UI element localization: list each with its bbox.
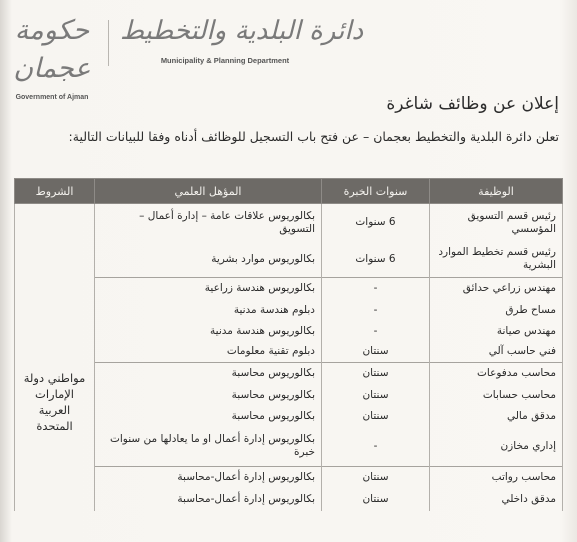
announcement-title: إعلان عن وظائف شاغرة [386,94,559,114]
dept-logo-english: Municipality & Planning Department [160,56,290,65]
qualification-cell: بكالوريوس هندسة زراعية [95,278,322,300]
job-cell: محاسب حسابات [430,385,563,406]
qualification-cell: دبلوم هندسة مدنية [95,300,322,321]
qualification-cell: بكالوريوس إدارة أعمال-محاسبة [95,489,322,511]
experience-cell: سنتان [322,342,430,363]
experience-cell: سنتان [322,489,430,511]
qualification-cell: بكالوريوس هندسة مدنية [95,321,322,342]
vacancies-table [14,178,563,511]
table-row [15,489,563,511]
job-cell: مهندس زراعي حدائق [430,278,563,300]
experience-cell: - [322,278,430,300]
experience-cell: سنتان [322,406,430,427]
job-cell: رئيس قسم التسويق المؤسسي [430,204,563,242]
table-row [15,385,563,406]
qualification-cell: بكالوريوس محاسبة [95,385,322,406]
dept-logo-arabic: دائرة البلدية والتخطيط [120,16,364,46]
job-cell: مدقق داخلي [430,489,563,511]
qualification-cell: بكالوريوس محاسبة [95,363,322,385]
job-cell: فني حاسب آلي [430,342,563,363]
table-row [15,204,563,242]
experience-cell: - [322,321,430,342]
job-cell: مدقق مالي [430,406,563,427]
gov-logo-arabic: حكومة عجمان [13,15,91,84]
experience-cell: 6 سنوات [322,242,430,278]
announcement-intro: تعلن دائرة البلدية والتخطيط بعجمان – عن فتح باب التسجيل للوظائف أدناه وفقا للبيانات التالية: [68,129,559,144]
table-row [15,406,563,427]
experience-cell: - [322,300,430,321]
experience-cell: سنتان [322,467,430,489]
logo-divider [108,20,109,66]
table-row [15,278,563,300]
header-conditions: الشروط [15,179,95,204]
table-row [15,242,563,278]
table-row [15,363,563,385]
header-job: الوظيفة [430,179,563,204]
table-row [15,427,563,467]
job-cell: إداري مخازن [430,427,563,467]
experience-cell: سنتان [322,363,430,385]
qualification-cell: بكالوريوس موارد بشرية [95,242,322,278]
header-experience: سنوات الخبرة [322,179,430,204]
table-row [15,321,563,342]
experience-cell: سنتان [322,385,430,406]
experience-cell: 6 سنوات [322,204,430,242]
table-row [15,342,563,363]
header [0,0,577,101]
qualification-cell: بكالوريوس إدارة أعمال-محاسبة [95,467,322,489]
job-cell: محاسب مدفوعات [430,363,563,385]
job-cell: محاسب رواتب [430,467,563,489]
municipality-logo [120,12,364,72]
qualification-cell: بكالوريوس إدارة أعمال او ما يعادلها من سنوات خبرة [95,427,322,467]
qualification-cell: بكالوريوس محاسبة [95,406,322,427]
table-row [15,300,563,321]
table-header-row [15,179,563,204]
experience-cell: - [322,427,430,467]
header-qualification: المؤهل العلمي [95,179,322,204]
job-cell: مهندس صيانة [430,321,563,342]
job-cell: رئيس قسم تخطيط الموارد البشرية [430,242,563,278]
conditions-cell: مواطني دولة الإمارات العربية المتحدة [15,204,95,511]
qualification-cell: دبلوم تقنية معلومات [95,342,322,363]
qualification-cell: بكالوريوس علاقات عامة – إدارة أعمال – التسويق [95,204,322,242]
gov-logo-english: Government of Ajman [15,94,89,101]
job-cell: مساح طرق [430,300,563,321]
table-row [15,467,563,489]
government-of-ajman-logo [4,12,100,101]
